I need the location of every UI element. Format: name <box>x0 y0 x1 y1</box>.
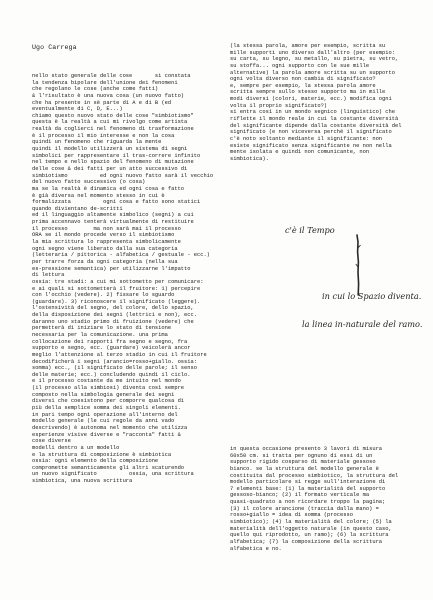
handwritten-caption-time: c'è il Tempo <box>285 225 335 235</box>
text-line: l'ostensività del segno, del colore, dello spazio, <box>32 305 194 312</box>
text-line: di lettura <box>32 272 65 279</box>
text-line: volta il proprio significato?) <box>230 102 328 109</box>
text-line: diversi che coesistono per comporre qualcosa di <box>32 398 185 405</box>
text-line: simbiotica, una nuova scrittura <box>32 478 133 485</box>
text-line: scritta sempre sullo stesso supporto ma in mille <box>230 89 386 96</box>
text-line: & l'risultato è una nuova cosa (un nuovo fatto) <box>32 92 185 99</box>
handwritten-caption-line: la linea in-naturale del ramo. <box>302 319 423 329</box>
text-line: formalizzata ogni cosa e fatto sono statici <box>32 199 201 206</box>
text-line: quindi un fenomeno che riguarda la mente <box>32 139 162 146</box>
text-line: in pari tempo ogni operazione all'interno del <box>32 411 178 418</box>
text-line: della disposizione dei segni (lettrici e non), ecc. <box>32 312 197 319</box>
text-line: alternative) la parola amore scritta su un supporto <box>230 69 395 76</box>
text-line: (letteraria / pittorica - alfabetica / gestuale - ecc.) <box>32 252 210 259</box>
text-line: ma se la realtà è dinamica ed ogni cosa e fatto <box>32 185 185 192</box>
text-line: cose diverse <box>32 438 71 445</box>
text-line: nello stato generale delle cose si constata <box>32 73 191 79</box>
text-line: simbiotismo ed ogni nuovo fatto sarà il vecchio <box>32 172 214 179</box>
text-line: supporto rigido cosparso di materiale gessoso <box>230 459 376 466</box>
text-line: ossia: tre stadi: a cui mi sottometto per comunicare: <box>32 278 204 285</box>
text-line: delle cose & dei fatti per un atto successivo di <box>32 165 188 172</box>
text-line: modello particolare si regge sull'interazione di <box>230 479 386 486</box>
text-line: compromette semanticamente gli altri scaturendo <box>32 464 185 471</box>
text-line: la tendenza bipolare dell'unione dei fenomeni <box>32 79 178 86</box>
text-line: rosso+giallo = idea di somma (processo <box>230 512 353 519</box>
text-line: (il processo alla simbiosi) diventa così sempre <box>32 385 185 392</box>
text-line: riflette il mondo reale in cui la costante diversità <box>230 116 399 123</box>
artwork-figure <box>232 215 427 365</box>
text-line: 60x50 cm. si tratta per ognuno di essi di un <box>230 452 373 459</box>
text-line: quando divientano de-scritti <box>32 205 123 212</box>
text-line: è già diversa nel momento stesso in cui è <box>32 192 165 199</box>
text-line: alfabetica; (7) la composizione della scrittura <box>230 538 383 545</box>
text-line: composto nella simbologia generale dei segni <box>32 391 175 398</box>
text-line: daranno uno stadio primo di fruizione (vedere) che <box>32 318 194 325</box>
text-line: simbiotica). <box>230 155 269 162</box>
text-line: questa è la realtà a cui mi rivolgo come artista <box>32 119 188 126</box>
text-line: nel tempo e nello spazio del fenomeno di mutazione <box>32 159 194 166</box>
text-line: più della semplice somma dei singoli elementi. <box>32 405 181 412</box>
text-line: mente isolata e quindi non comunicante, non <box>230 149 370 156</box>
text-line: realtà da coglierci nel fenomeno di trasformazione <box>32 126 194 133</box>
text-line: ORA se il mondo procede verso il simbiotismo <box>32 232 175 239</box>
text-line: descrivendo) è autonoma nel momento che utilizza <box>32 424 188 431</box>
text-line: (la stessa parola, amore per esempio, scritta su <box>230 43 386 49</box>
text-line: simbiotico); (4) la materialità del colore; (5) la <box>230 519 392 526</box>
text-line: modelli dentro a un modello <box>32 444 120 451</box>
text-line: supporto e segno, ecc. (guardare) veicolerà ancor <box>32 345 191 352</box>
text-line: eventualmente di C, D, E...) <box>32 106 123 113</box>
text-line: modi diversi (colori, materie, ecc.) modifica ogni <box>230 96 392 103</box>
text-line: gessoso-bianco; (2) il formato verticale ma <box>230 492 370 499</box>
text-line: un nuovo significato ossia, una scrittura <box>32 471 194 478</box>
text-line: e, sempre per esempio, la stessa parola amore <box>230 82 376 89</box>
left-column-text <box>32 73 227 485</box>
text-line: esiste significato senza significante ne non nella <box>230 142 392 149</box>
text-line: su carta, su legno, su metallo, su pietra, su vetro, <box>230 56 399 63</box>
text-line: simbolici per rappresentare il tras-correre infinito <box>32 152 201 159</box>
text-line: con l'occhio (vedere). 2) fissare lo sguardo <box>32 292 175 299</box>
text-line: c'è noto soltanto mediante il significante: non <box>230 135 383 142</box>
text-line: bianco. se la struttura del modello generale è <box>230 465 379 472</box>
text-line: necessaria per la comunicazione. una prima <box>32 331 168 338</box>
text-line: il processo ma non sarà mai il processo <box>32 225 181 232</box>
text-line: è il processo il mio interesse e non la cosa <box>32 132 175 139</box>
text-line: ossia: ogni elemento della composizione <box>32 458 159 465</box>
text-line: decodificherà i segni (arancio=rosso+giallo. ossia: <box>32 358 197 365</box>
text-line: costituita dal processo simbiotico, la struttura del <box>230 472 399 479</box>
text-line: in questa occasione presento 3 lavori di misura <box>230 446 383 452</box>
text-line: (guardare). 3) riconoscere il significato (leggere). <box>32 298 201 305</box>
right-column-bottom-text <box>230 446 425 552</box>
text-line: significato (e non viceversa perché il significato <box>230 129 392 136</box>
text-line: chiamo questo nuovo stato delle cose "simbiotismo" <box>32 112 194 119</box>
text-line: es-pressione semantica) per utilizzarne l'impatto <box>32 265 191 272</box>
text-line: che ha presente in sè parte di A e di B (ed <box>32 99 172 106</box>
text-line: e la struttura di composizione è simbiotica <box>32 451 172 458</box>
text-line: somma) ecc., (il significato delle parole; il senso <box>32 365 197 372</box>
text-line: mille supporti uno diverso dall'altro (per esempio: <box>230 49 395 56</box>
text-line: quasi-quadrato a non ricordare troppo la pagina; <box>230 499 386 506</box>
text-line: materialità dell'oggetto naturale (in questo caso, <box>230 525 392 532</box>
text-line: si entra così in un mondo segnico (linguistico) che <box>230 109 395 116</box>
text-line: 7 elementi base: (1) la materialità del supporto <box>230 485 386 492</box>
text-line: per trarre forza da ogni categoria (nella sua <box>32 258 178 265</box>
handwritten-caption-space: in cui lo Spazio diventa. <box>322 291 422 301</box>
text-line: alfabetica e no. <box>230 545 282 552</box>
text-line: collocazione dei rapporti fra segno e segno, fra <box>32 338 188 345</box>
text-line: che regolano le cose (anche come fatti) <box>32 86 159 93</box>
text-line: permetterà di iniziare lo stato di tensione <box>32 325 172 332</box>
text-line: quello qui riprodotto, un ramo); (6) la scrittura <box>230 532 389 539</box>
text-line: e ai quali si sottometterà il fruitore: 1) percepire <box>32 285 201 292</box>
text-line: (3) il colore arancione (traccia dalla mano) = <box>230 505 379 512</box>
text-line: ogni segno viene liberato dalla sua categoria <box>32 245 178 252</box>
text-line: delle materie; ecc.) concludendo quindi il ciclo. <box>32 371 191 378</box>
author-name: Ugo Carrega <box>32 44 77 51</box>
text-line: su stoffa... ogni supporto con le sue mille <box>230 62 370 69</box>
text-line: la mia scrittura lo rappresenta simbolicamente <box>32 239 181 246</box>
text-line: del significante dipende dalla costante diversità del <box>230 122 402 129</box>
text-line: prima accennavo tenterà virtualmente di restituire <box>32 219 194 226</box>
text-line: esperienze visive diverse e "racconta" fatti & <box>32 431 181 438</box>
text-line: e il processo costante da me intuito nel mondo <box>32 378 181 385</box>
text-line: meglio l'attenzione al terzo stadio in cui il fruitore <box>32 351 207 358</box>
text-line: del nuovo fatto successivo (o cosa) <box>32 179 146 186</box>
right-column-top-text <box>230 43 425 163</box>
branch-image <box>352 234 364 296</box>
text-line: ogni volta diverso non cambia di significato? <box>230 76 376 83</box>
text-line: quindi il modello utilizzerà un sistema di segni <box>32 146 188 153</box>
text-line: modello generale (le cui regole da anni vado <box>32 418 175 425</box>
text-line: ed il linguaggio altamente simbolico (segni) a cui <box>32 212 194 219</box>
